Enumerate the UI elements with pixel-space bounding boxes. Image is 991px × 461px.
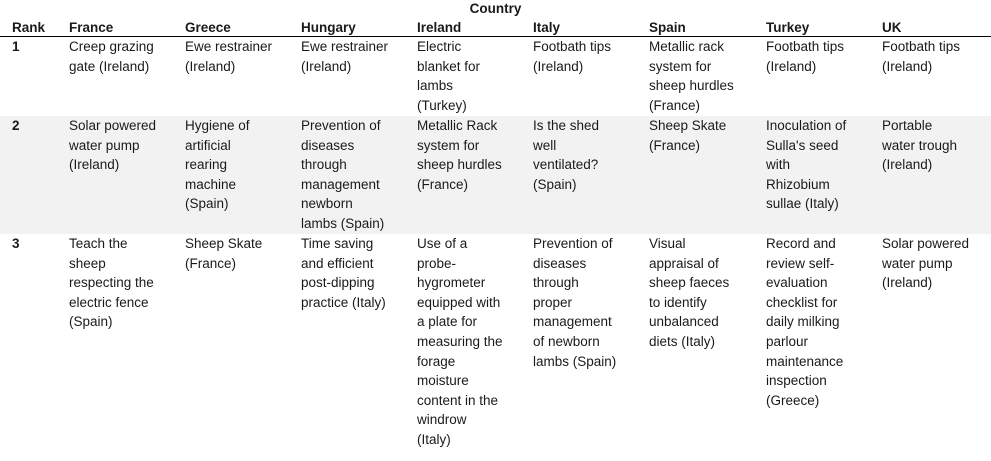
table-cell: Solar powered water pump (Ireland) <box>882 236 970 291</box>
table-cell: Hygiene of artificial rearing machine (Spain) <box>185 118 250 212</box>
table-cell: Ewe restrainer (Ireland) <box>301 39 389 74</box>
column-header-ireland: Ireland <box>417 20 462 35</box>
rank-cell: 1 <box>12 39 20 54</box>
table-row <box>0 37 991 116</box>
table-cell: Solar powered water pump (Ireland) <box>69 118 157 173</box>
table-row <box>0 234 991 460</box>
table-cell: Creep grazing gate (Ireland) <box>69 39 154 74</box>
table-row <box>0 116 991 234</box>
table-cell: Footbath tips (Ireland) <box>766 39 845 74</box>
table-cell: Use of a probe- hygrometer equipped with a plate for measuring the forage moisture content in the windrow (Italy) <box>417 236 503 447</box>
table-cell: Electric blanket for lambs (Turkey) <box>417 39 481 113</box>
table-cell: Footbath tips (Ireland) <box>533 39 612 74</box>
table-cell: Metallic Rack system for sheep hurdles (France) <box>417 118 502 192</box>
table-cell: Ewe restrainer (Ireland) <box>185 39 273 74</box>
table-cell: Sheep Skate (France) <box>649 118 727 153</box>
table-cell: Prevention of diseases through management newborn lambs (Spain) <box>301 118 385 231</box>
rank-cell: 2 <box>12 118 20 133</box>
column-header-spain: Spain <box>649 20 686 35</box>
column-header-uk: UK <box>882 20 902 35</box>
table-cell: Inoculation of Sulla's seed with Rhizobium sullae (Italy) <box>766 118 847 212</box>
column-header-greece: Greece <box>185 20 231 35</box>
header-row <box>0 17 991 36</box>
column-header-turkey: Turkey <box>766 20 810 35</box>
table-cell: Portable water trough (Ireland) <box>882 118 958 173</box>
table-cell: Visual appraisal of sheep faeces to identify unbalanced diets (Italy) <box>649 236 730 349</box>
column-header-hungary: Hungary <box>301 20 356 35</box>
table-cell: Metallic rack system for sheep hurdles (France) <box>649 39 734 113</box>
column-header-rank: Rank <box>12 20 46 35</box>
table-cell: Prevention of diseases through proper management of newborn lambs (Spain) <box>533 236 617 369</box>
table-cell: Sheep Skate (France) <box>185 236 263 271</box>
table-cell: Footbath tips (Ireland) <box>882 39 961 74</box>
column-header-italy: Italy <box>533 20 561 35</box>
table-cell: Is the shed well ventilated? (Spain) <box>533 118 600 192</box>
column-header-france: France <box>69 20 114 35</box>
rank-cell: 3 <box>12 236 20 251</box>
table-cell: Teach the sheep respecting the electric fence (Spain) <box>69 236 154 330</box>
table-cell: Record and review self- evaluation checklist for daily milking parlour maintenance inspection (Greece) <box>766 236 844 408</box>
country-super-header: Country <box>469 1 522 16</box>
table-cell: Time saving and efficient post-dipping practice (Italy) <box>301 236 386 310</box>
